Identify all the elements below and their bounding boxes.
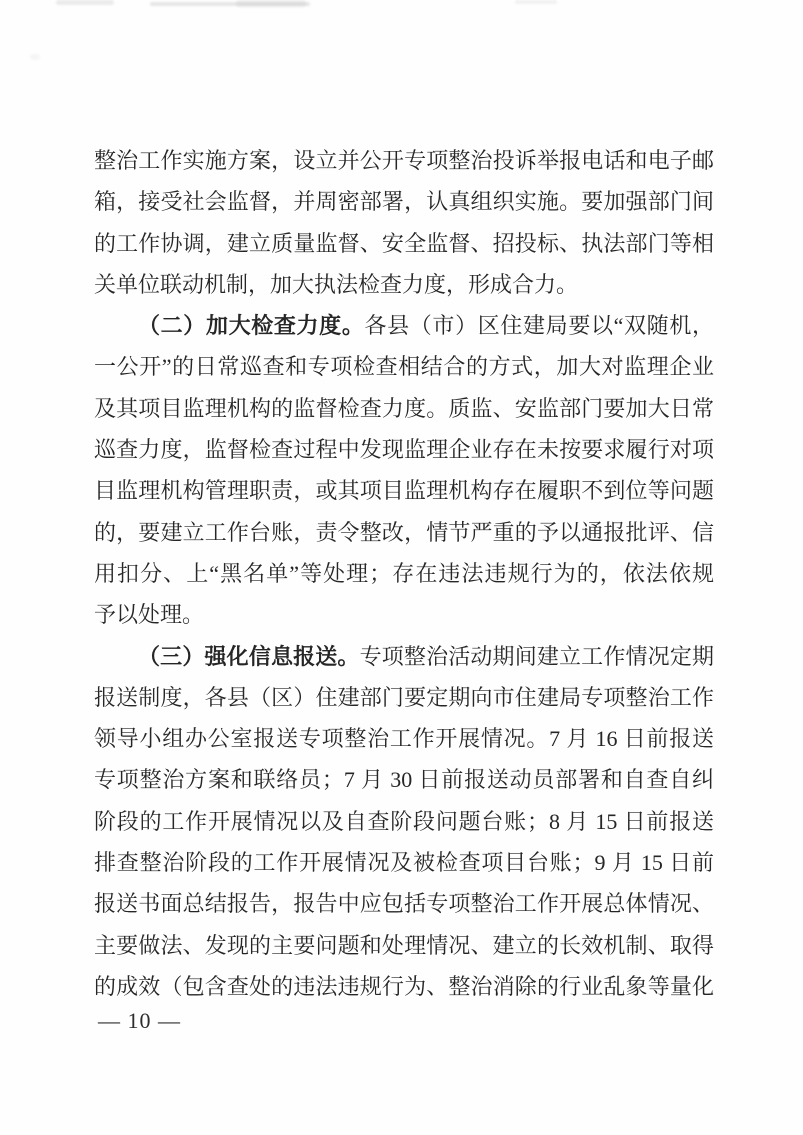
text-line bbox=[94, 512, 714, 553]
line-text: 用扣分、上“黑名单”等处理；存在违法违规行为的，依法依规 bbox=[94, 560, 714, 586]
line-text: 巡查力度，监督检查过程中发现监理企业存在未按要求履行对项 bbox=[94, 437, 714, 463]
line-text: 目监理机构管理职责，或其项目监理机构存在履职不到位等问题 bbox=[94, 478, 714, 504]
section-heading: （二）加大检查力度。 bbox=[138, 313, 365, 339]
scan-artifact bbox=[515, 0, 557, 4]
text-line bbox=[94, 594, 714, 635]
line-text: 领导小组办公室报送专项整治工作开展情况。7 月 16 日前报送 bbox=[94, 726, 714, 752]
text-line bbox=[94, 181, 714, 222]
line-text: 主要做法、发现的主要问题和处理情况、建立的长效机制、取得 bbox=[94, 932, 714, 958]
text-line bbox=[94, 388, 714, 429]
line-text: 专项整治活动期间建立工作情况定期 bbox=[359, 643, 714, 669]
line-text: 的，要建立工作台账，责令整改，情节严重的予以通报批评、信 bbox=[94, 519, 714, 545]
line-text: 一公开”的日常巡查和专项检查相结合的方式，加大对监理企业 bbox=[94, 354, 714, 380]
page-number: — 10 — bbox=[98, 1008, 181, 1033]
text-line bbox=[94, 801, 714, 842]
text-line bbox=[94, 925, 714, 966]
scan-artifact bbox=[56, 0, 114, 5]
line-text: 排查整治阶段的工作开展情况及被检查项目台账；9 月 15 日前 bbox=[94, 850, 714, 876]
line-text: 关单位联动机制，加大执法检查力度，形成合力。 bbox=[94, 271, 579, 297]
text-line bbox=[94, 883, 714, 924]
line-text: 整治工作实施方案，设立并公开专项整治投诉举报电话和电子邮 bbox=[94, 148, 714, 173]
line-text: 予以处理。 bbox=[94, 602, 205, 628]
text-line bbox=[94, 470, 714, 511]
line-text: 的工作协调，建立质量监督、安全监督、招投标、执法部门等相 bbox=[94, 230, 714, 256]
line-text: 专项整治方案和联络员；7 月 30 日前报送动员部署和自查自纠 bbox=[94, 767, 714, 793]
line-text: 报送制度，各县（区）住建部门要定期向市住建局专项整治工作 bbox=[94, 684, 714, 710]
text-line bbox=[94, 305, 714, 346]
document-body bbox=[94, 140, 714, 1007]
line-text: 各县（市）区住建局要以“双随机， bbox=[364, 313, 714, 339]
line-text: 报送书面总结报告，报告中应包括专项整治工作开展总体情况、 bbox=[94, 891, 714, 917]
text-line bbox=[94, 223, 714, 264]
line-text: 箱，接受社会监督，并周密部署，认真组织实施。要加强部门间 bbox=[94, 189, 714, 215]
line-text: 的成效（包含查处的违法违规行为、整治消除的行业乱象等量化 bbox=[94, 973, 714, 999]
text-line bbox=[94, 842, 714, 883]
line-text: 阶段的工作开展情况以及自查阶段问题台账；8 月 15 日前报送 bbox=[94, 808, 714, 834]
section-heading: （三）强化信息报送。 bbox=[138, 643, 360, 669]
text-line bbox=[94, 718, 714, 759]
text-line bbox=[94, 346, 714, 387]
text-line bbox=[94, 677, 714, 718]
text-line bbox=[94, 264, 714, 305]
scan-artifact bbox=[30, 54, 40, 60]
line-text: 及其项目监理机构的监督检查力度。质监、安监部门要加大日常 bbox=[94, 395, 714, 421]
scan-artifact bbox=[236, 0, 306, 7]
text-line bbox=[94, 966, 714, 1007]
text-line bbox=[94, 140, 714, 181]
text-line bbox=[94, 636, 714, 677]
text-line bbox=[94, 759, 714, 800]
text-line bbox=[94, 429, 714, 470]
text-line bbox=[94, 553, 714, 594]
